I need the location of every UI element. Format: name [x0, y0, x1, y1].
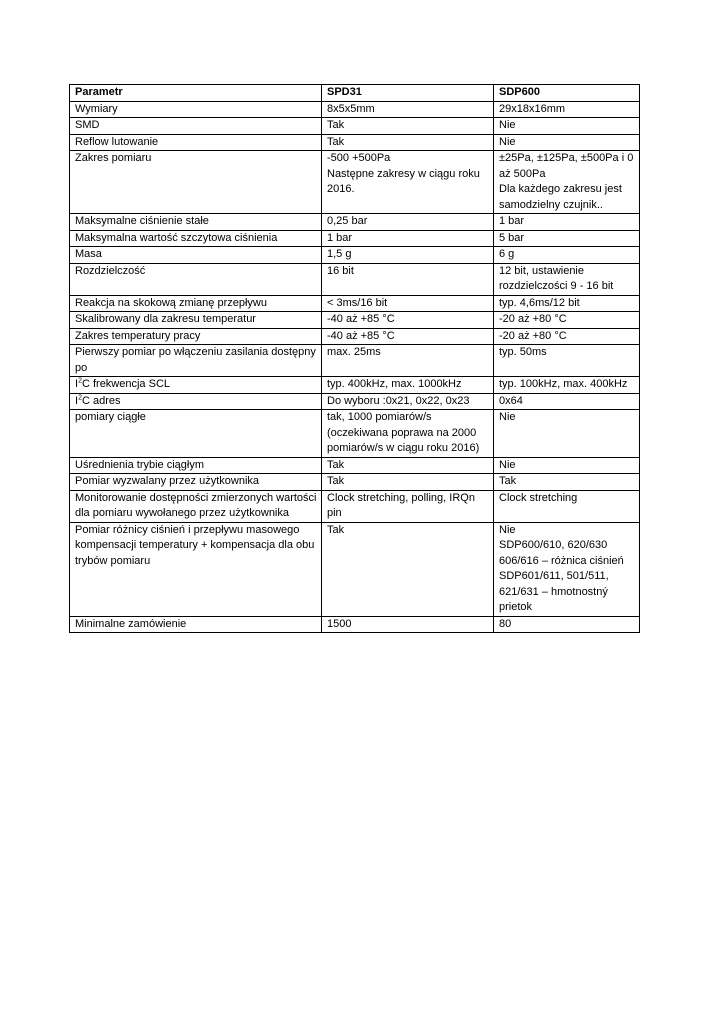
spd31-cell: -500 +500Pa Następne zakresy w ciągu roku 2016.	[322, 151, 494, 214]
table-row	[70, 101, 640, 118]
spd31-cell: < 3ms/16 bit	[322, 295, 494, 312]
table-row	[70, 230, 640, 247]
sdp600-cell: Nie	[494, 410, 640, 458]
sdp600-cell: 80	[494, 616, 640, 633]
header-parametr: Parametr	[70, 85, 322, 102]
spd31-cell: Tak	[322, 522, 494, 616]
sdp600-cell: typ. 4,6ms/12 bit	[494, 295, 640, 312]
spd31-cell: max. 25ms	[322, 345, 494, 377]
table-row	[70, 345, 640, 377]
sdp600-cell: 29x18x16mm	[494, 101, 640, 118]
spd31-cell: typ. 400kHz, max. 1000kHz	[322, 377, 494, 394]
table-row	[70, 151, 640, 214]
table-row	[70, 328, 640, 345]
table-row	[70, 616, 640, 633]
sdp600-cell: Nie	[494, 118, 640, 135]
header-spd31: SPD31	[322, 85, 494, 102]
param-cell: Reflow lutowanie	[70, 134, 322, 151]
param-superscript: 2	[78, 377, 82, 385]
param-prefix: I	[75, 378, 79, 390]
param-cell: SMD	[70, 118, 322, 135]
spd31-cell: Tak	[322, 457, 494, 474]
spd31-cell: Tak	[322, 474, 494, 491]
spd31-cell: 0,25 bar	[322, 214, 494, 231]
table-row	[70, 263, 640, 295]
param-cell: Maksymalna wartość szczytowa ciśnienia	[70, 230, 322, 247]
sdp600-cell: ±25Pa, ±125Pa, ±500Pa i 0 aż 500Pa Dla każdego zakresu jest samodzielny czujnik..	[494, 151, 640, 214]
param-cell: Minimalne zamówienie	[70, 616, 322, 633]
spd31-cell: Clock stretching, polling, IRQn pin	[322, 490, 494, 522]
spd31-cell: -40 aż +85 °C	[322, 328, 494, 345]
spd31-cell: Tak	[322, 134, 494, 151]
table-row	[70, 312, 640, 329]
sdp600-cell: 0x64	[494, 393, 640, 410]
spd31-cell: 1,5 g	[322, 247, 494, 264]
table-row	[70, 490, 640, 522]
sdp600-cell: Nie SDP600/610, 620/630 606/616 – różnica ciśnień SDP601/611, 501/511, 621/631 – hmotnostný prietok	[494, 522, 640, 616]
comparison-table	[69, 84, 640, 633]
param-cell: Pomiar wyzwalany przez użytkownika	[70, 474, 322, 491]
param-rest: C adres	[81, 394, 121, 407]
sdp600-cell: typ. 100kHz, max. 400kHz	[494, 377, 640, 394]
sdp600-cell: 6 g	[494, 247, 640, 264]
spd31-cell: 16 bit	[322, 263, 494, 295]
table-row	[70, 474, 640, 491]
table-row	[70, 118, 640, 135]
param-cell: Zakres temperatury pracy	[70, 328, 322, 345]
param-cell: Wymiary	[70, 101, 322, 118]
param-cell: Zakres pomiaru	[70, 151, 322, 214]
table-row	[70, 457, 640, 474]
sdp600-cell: Nie	[494, 457, 640, 474]
sdp600-cell: typ. 50ms	[494, 345, 640, 377]
sdp600-cell: 1 bar	[494, 214, 640, 231]
param-cell	[70, 377, 322, 394]
sdp600-cell: Tak	[494, 474, 640, 491]
sdp600-cell: Clock stretching	[494, 490, 640, 522]
param-superscript: 2	[78, 393, 82, 401]
param-cell: pomiary ciągłe	[70, 410, 322, 458]
spd31-cell: 1 bar	[322, 230, 494, 247]
sdp600-cell: -20 aż +80 °C	[494, 328, 640, 345]
sdp600-cell: -20 aż +80 °C	[494, 312, 640, 329]
param-cell: Masa	[70, 247, 322, 264]
param-cell: Uśrednienia trybie ciągłym	[70, 457, 322, 474]
spd31-cell: 8x5x5mm	[322, 101, 494, 118]
table-row	[70, 410, 640, 458]
param-cell: Rozdzielczość	[70, 263, 322, 295]
table-row	[70, 377, 640, 394]
table-row	[70, 134, 640, 151]
table-row	[70, 522, 640, 616]
param-cell: Skalibrowany dla zakresu temperatur	[70, 312, 322, 329]
spd31-cell: Tak	[322, 118, 494, 135]
param-cell: Pomiar różnicy ciśnień i przepływu masowego kompensacji temperatury + kompensacja dla obu trybów pomiaru	[70, 522, 322, 616]
table-row	[70, 393, 640, 410]
spd31-cell: 1500	[322, 616, 494, 633]
spd31-cell: Do wyboru :0x21, 0x22, 0x23	[322, 393, 494, 410]
param-cell: Monitorowanie dostępności zmierzonych wartości dla pomiaru wywołanego przez użytkownika	[70, 490, 322, 522]
param-cell: Reakcja na skokową zmianę przepływu	[70, 295, 322, 312]
header-sdp600: SDP600	[494, 85, 640, 102]
table-row	[70, 214, 640, 231]
param-cell: Pierwszy pomiar po włączeniu zasilania dostępny po	[70, 345, 322, 377]
table-row	[70, 247, 640, 264]
param-cell	[70, 393, 322, 410]
table-row	[70, 295, 640, 312]
table-header-row	[70, 85, 640, 102]
param-rest: C frekwencja SCL	[81, 378, 171, 390]
spd31-cell: -40 aż +85 °C	[322, 312, 494, 329]
spd31-cell: tak, 1000 pomiarów/s (oczekiwana poprawa na 2000 pomiarów/s w ciągu roku 2016)	[322, 410, 494, 458]
param-prefix: I	[75, 394, 79, 407]
param-cell: Maksymalne ciśnienie stałe	[70, 214, 322, 231]
sdp600-cell: 12 bit, ustawienie rozdzielczości 9 - 16 bit	[494, 263, 640, 295]
sdp600-cell: Nie	[494, 134, 640, 151]
sdp600-cell: 5 bar	[494, 230, 640, 247]
